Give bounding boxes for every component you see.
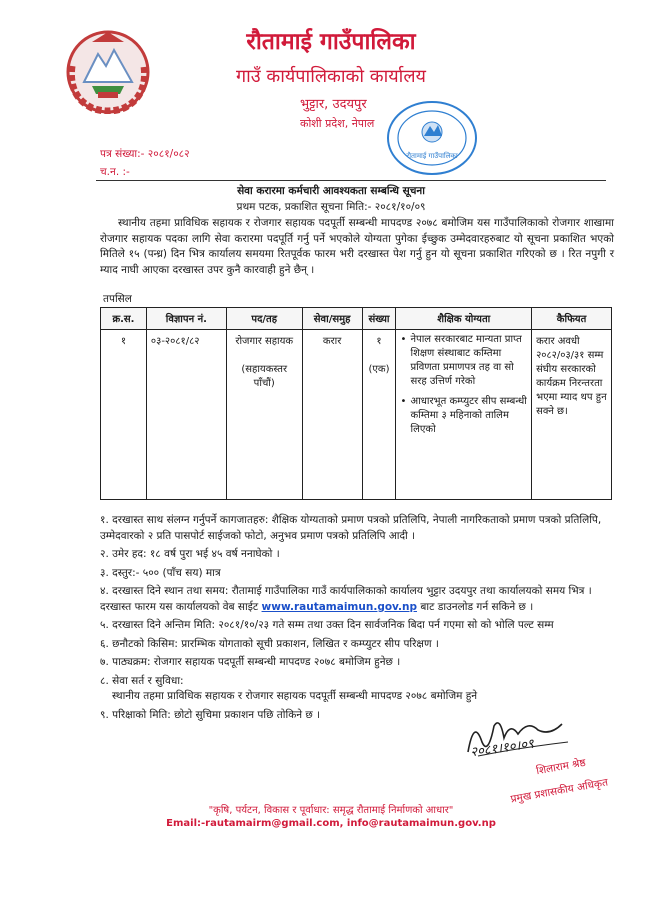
signer-title: प्रमुख प्रशासकीय अधिकृत bbox=[509, 776, 609, 806]
col-header-service: सेवा/समुह bbox=[302, 308, 362, 330]
footer-email: Email:-rautamairm@gmail.com, info@rautamaimun.gov.np bbox=[166, 818, 496, 829]
table-row bbox=[101, 330, 612, 500]
col-header-remarks: कैफियत bbox=[532, 308, 612, 330]
note-number: ४. bbox=[100, 585, 109, 597]
note-number: ५. bbox=[100, 619, 109, 631]
note-continuation: स्थानीय तहमा प्राविधिक सहायक र रोजगार सहायक पदपूर्ती सम्बन्धी मापदण्ड २०७८ बमोजिम हुने bbox=[112, 690, 478, 702]
note-text: दरखास्त दिने अन्तिम मिति: २०८१/१०/२३ गते सम्म तथा उक्त दिन सार्वजनिक बिदा पर्न गएमा सो को भोलि पल्ट सम्म bbox=[112, 619, 554, 631]
cell-ad-no: ०३-२०८१/८२ bbox=[146, 330, 226, 500]
note-number: ३. bbox=[100, 566, 109, 579]
list-item bbox=[100, 566, 614, 582]
cell-qualification bbox=[396, 330, 532, 500]
conditions-list bbox=[100, 513, 614, 726]
note-number: ७. bbox=[100, 656, 109, 668]
note-text: दस्तुर:- ५०० (पाँच सय) मात्र bbox=[112, 566, 221, 579]
header-divider bbox=[96, 180, 606, 181]
municipality-name: रौतामाई गाउँपालिका bbox=[246, 29, 416, 55]
col-header-post: पद/तह bbox=[226, 308, 302, 330]
list-item bbox=[100, 584, 614, 615]
letter-number: पत्र संख्या:- २०८१/०८२ bbox=[100, 148, 190, 160]
cell-count bbox=[362, 330, 396, 500]
note-text: छनौटको किसिम: प्रारम्भिक योगताको सूची प्रकाशन, लिखित र कम्प्युटर सीप परिक्षण । bbox=[112, 637, 439, 650]
post-level: (सहायकस्तर पाँचौं) bbox=[241, 364, 288, 389]
vacancy-table bbox=[100, 307, 612, 500]
col-header-sn: क्र.स. bbox=[101, 308, 147, 330]
note-number: ९. bbox=[100, 708, 109, 721]
office-seal-stamp bbox=[384, 98, 480, 178]
qualification-list bbox=[400, 333, 527, 437]
table-header-row bbox=[101, 308, 612, 330]
list-item: • आधारभूत कम्प्युटर सीप सम्बन्धी कम्तिमा ३ महिनाको तालिम लिएको bbox=[410, 395, 527, 437]
dispatch-number: च.न. :- bbox=[100, 166, 130, 178]
list-item: • नेपाल सरकारबाट मान्यता प्राप्त शिक्षण संस्थाबाट कम्तिमा प्रविणता प्रमाणपत्र तह वा सो सरह उत्तिर्ण गरेको bbox=[410, 333, 527, 389]
count-words: (एक) bbox=[368, 364, 390, 375]
note-text: परिक्षाको मिति: छोटो सुचिमा प्रकाशन पछि तोकिने छ । bbox=[112, 708, 321, 721]
list-item bbox=[100, 618, 614, 634]
col-header-count: संख्या bbox=[362, 308, 396, 330]
cell-remarks: करार अवधी २०८२/०३/३१ सम्म संघीय सरकारको कार्यक्रम निरन्तरता भएमा म्याद थप हुन सक्ने छ। bbox=[532, 330, 612, 500]
note-text: उमेर हद: १८ वर्ष पुरा भई ४५ वर्ष ननाघेको । bbox=[112, 548, 280, 560]
office-province: कोशी प्रदेश, नेपाल bbox=[300, 117, 375, 130]
list-item bbox=[100, 513, 614, 544]
note-text: सेवा सर्त र सुविधा: bbox=[112, 674, 184, 687]
cell-sn: १ bbox=[101, 330, 147, 500]
signature-date: २०८१।१०।०९ bbox=[469, 736, 535, 761]
note-number: १. bbox=[100, 514, 109, 526]
note-number: ६. bbox=[100, 637, 109, 650]
seal-text: रौतामाई गाउँपालिका bbox=[406, 152, 458, 160]
office-location: भुट्टार, उदयपुर bbox=[300, 97, 367, 112]
note-number: ८. bbox=[100, 674, 109, 687]
col-header-ad-no: विज्ञापन नं. bbox=[146, 308, 226, 330]
cell-service: करार bbox=[302, 330, 362, 500]
intro-paragraph: स्थानीय तहमा प्राविधिक सहायक र रोजगार सहायक पदपूर्ती सम्बन्धी मापदण्ड २०७८ बमोजिम यस गाउँपालिकाको रोजगार शाखामा रोजगार सहायक पदका लागि सेवा करारमा पदपूर्ति गर्नु पर्ने भएकोले योग्यता पुगेका ईच्छुक उम्मेदवारहरुबाट यो सूचना प्रकाशित भएको मितिले १५ (पन्ध्र) दिन भित्र कार्यालय समयमा रितपूर्वक फारम भरी दरखास्त पेश गर्नु हुन यो सूचना प्रकाशित गरिएको छ । रित नपुगी र म्याद नाघी आएका दरखास्त उपर कुनै कारवाही हुने छैन् । bbox=[100, 217, 614, 276]
note-text-after: बाट डाउनलोड गर्न सकिने छ । bbox=[420, 600, 534, 613]
col-header-qualification: शैक्षिक योग्यता bbox=[396, 308, 532, 330]
notice-title: सेवा करारमा कर्मचारी आवश्यकता सम्बन्धि सूचना bbox=[237, 185, 425, 197]
list-item bbox=[100, 674, 614, 705]
post-name: रोजगार सहायक bbox=[235, 336, 294, 347]
list-item bbox=[100, 637, 614, 653]
office-name: गाउँ कार्यपालिकाको कार्यालय bbox=[236, 66, 426, 87]
website-link[interactable]: www.rautamaimun.gov.np bbox=[261, 600, 418, 613]
count-number: १ bbox=[376, 336, 382, 347]
signer-name: शिलाराम श्रेष्ठ bbox=[535, 756, 587, 778]
notice-subtitle: प्रथम पटक, प्रकाशित सूचना मिति:- २०८१/१०/०९ bbox=[236, 201, 426, 213]
cell-post bbox=[226, 330, 302, 500]
note-number: २. bbox=[100, 548, 109, 560]
note-text: दरखास्त दिने स्थान तथा समय: रौतामाई गाउँपालिका गाउँ कार्यपालिकाको कार्यालय भुट्टार उदयपुर तथा कार्यालयको समय भित्र । दरखास्त फारम यस कार्यालयको वेब साईट bbox=[100, 585, 592, 613]
list-item bbox=[100, 655, 614, 671]
list-item bbox=[100, 547, 614, 563]
note-text: पाठ्यक्रम: रोजगार सहायक पदपूर्ती सम्बन्धी मापदण्ड २०७८ बमोजिम हुनेछ । bbox=[112, 656, 401, 668]
footer-motto: "कृषि, पर्यटन, विकास र पूर्वाधार: समृद्ध रौतामाई निर्माणको आधार" bbox=[208, 805, 454, 816]
note-text: दरखास्त साथ संलग्न गर्नुपर्ने कागजातहरु: शैक्षिक योग्यताको प्रमाण पत्रको प्रतिलिपि, नेपाली नागरिकताको प्रमाण पत्रको प्रतिलिपि, उम्मेदवारको २ प्रति पासपोर्ट साईजको फोटो, अनुभव प्रमाण पत्रको प्रतिलिपि आदी । bbox=[100, 514, 602, 542]
table-caption: तपसिल bbox=[103, 293, 132, 305]
